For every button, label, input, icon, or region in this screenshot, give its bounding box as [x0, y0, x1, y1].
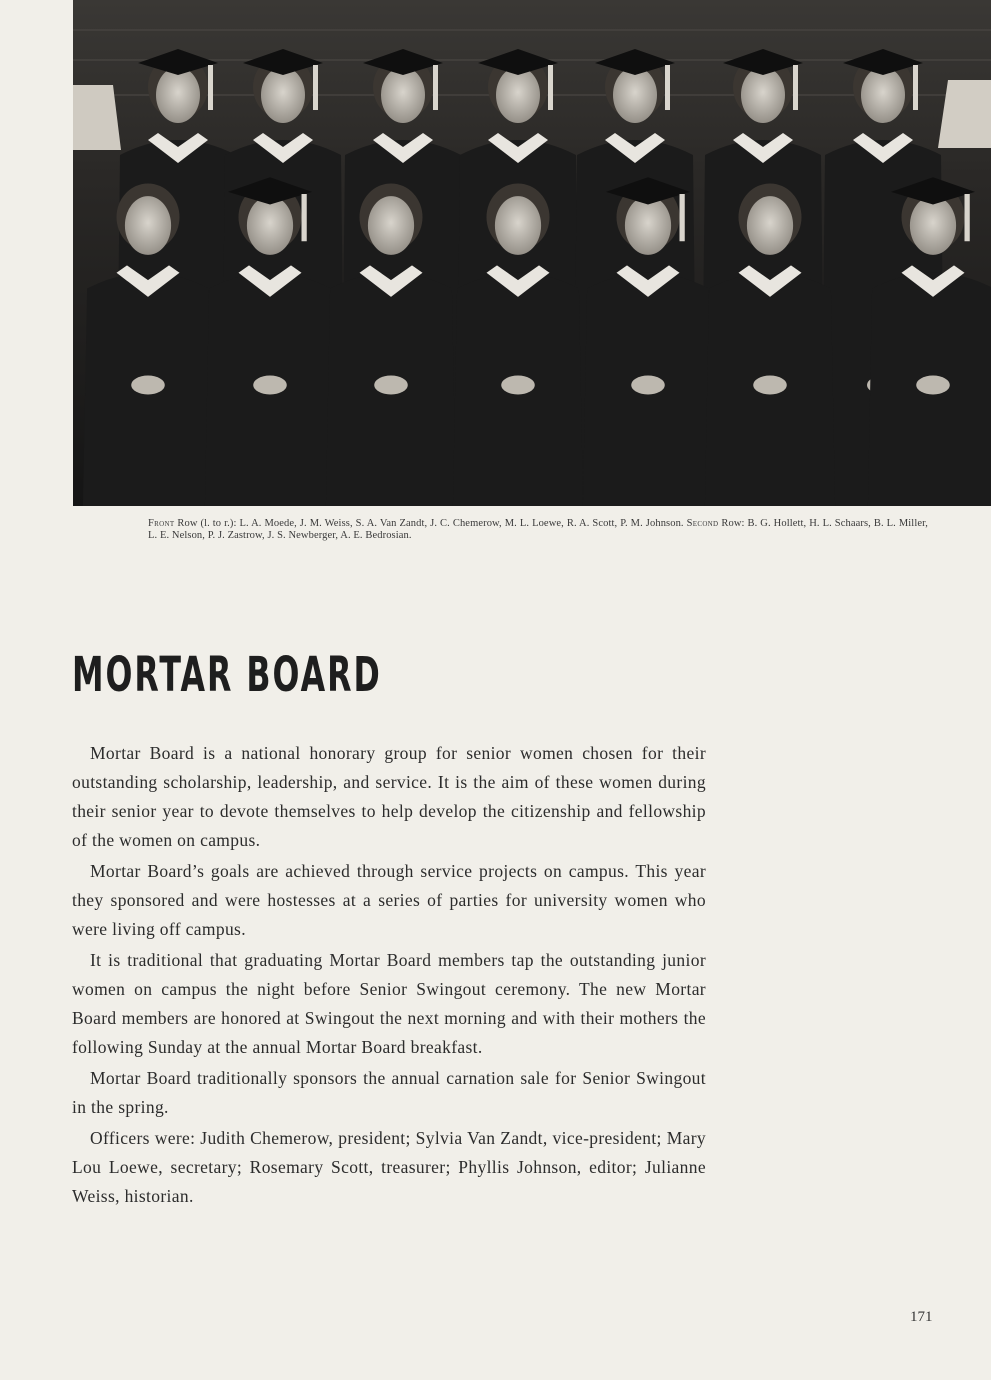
hands — [753, 376, 787, 395]
hands — [916, 376, 950, 395]
article-body — [72, 739, 706, 1213]
face — [368, 196, 414, 255]
hands — [501, 376, 535, 395]
caption-second-names: Row: B. G. Hollett, H. L. Schaars, B. L. Miller, L. E. Nelson, P. J. Zastrow, J. S. Newberger, A. E. Bedrosian. — [148, 518, 929, 541]
tassel — [313, 65, 318, 110]
face — [910, 196, 956, 255]
face — [261, 67, 305, 123]
tassel — [548, 65, 553, 110]
hands — [253, 376, 287, 395]
hands — [131, 376, 165, 395]
face — [125, 196, 171, 255]
hands — [374, 376, 408, 395]
face — [156, 67, 200, 123]
face — [747, 196, 793, 255]
face — [247, 196, 293, 255]
hands — [631, 376, 665, 395]
lamp-left — [73, 85, 121, 150]
tassel — [793, 65, 798, 110]
paragraph-3: It is traditional that graduating Mortar Board members tap the outstanding junior women on campus the night before Senior Swingout ceremony. The new Mortar Board members are honored at Swingout the next morning and with their mothers the following Sunday at the annual Mortar Board breakfast. — [72, 950, 706, 1057]
page-number: 171 — [910, 1309, 933, 1325]
face — [613, 67, 657, 123]
tassel — [302, 194, 307, 241]
face — [495, 196, 541, 255]
tassel — [433, 65, 438, 110]
caption-front-label: Front — [148, 518, 175, 529]
face — [741, 67, 785, 123]
paragraph-5: Officers were: Judith Chemerow, president; Sylvia Van Zandt, vice-president; Mary Lou Loewe, secretary; Rosemary Scott, treasurer; Phyllis Johnson, editor; Julianne Weiss, historian. — [72, 1128, 706, 1206]
page-title: MORTAR BOARD — [72, 647, 382, 703]
face — [625, 196, 671, 255]
tassel — [665, 65, 670, 110]
tassel — [680, 194, 685, 241]
photo-caption — [148, 518, 928, 542]
tassel — [208, 65, 213, 110]
face — [381, 67, 425, 123]
caption-front-names: Row (l. to r.): L. A. Moede, J. M. Weiss, S. A. Van Zandt, J. C. Chemerow, M. L. Loewe, R. A. Scott, P. M. Johnson. — [174, 518, 687, 529]
paragraph-1: Mortar Board is a national honorary group for senior women chosen for their outstanding scholarship, leadership, and service. It is the aim of these women during their senior year to devote themselves to help develop the citizenship and fellowship of the women on campus. — [72, 743, 706, 850]
paragraph-2: Mortar Board’s goals are achieved through service projects on campus. This year they sponsored and were hostesses at a series of parties for university women who were living off campus. — [72, 861, 706, 939]
paragraph-4: Mortar Board traditionally sponsors the annual carnation sale for Senior Swingout in the spring. — [72, 1068, 706, 1117]
group-photo — [73, 0, 991, 506]
tassel — [913, 65, 918, 110]
group-photo-illustration — [73, 0, 991, 506]
tassel — [965, 194, 970, 241]
caption-second-label: Second — [686, 518, 719, 529]
face — [861, 67, 905, 123]
face — [496, 67, 540, 123]
